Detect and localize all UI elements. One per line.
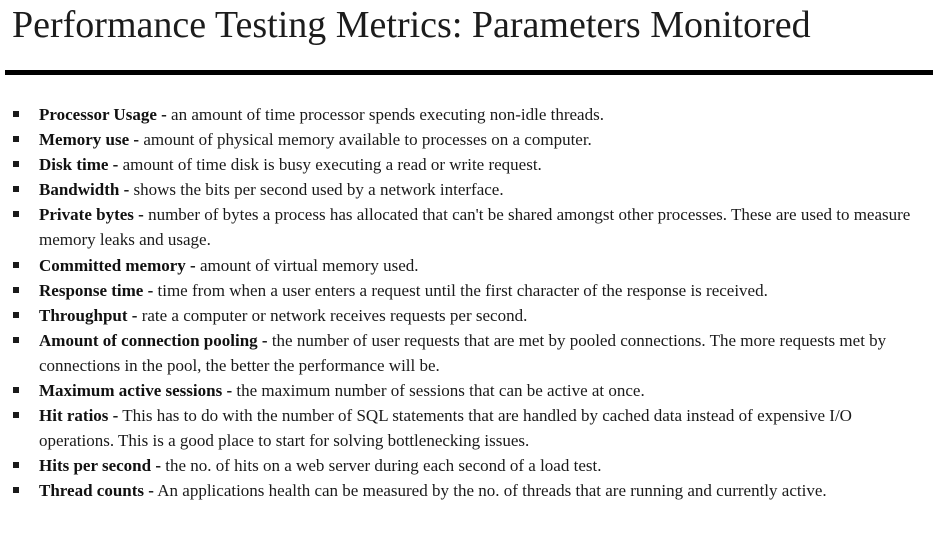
square-bullet-icon <box>13 337 19 343</box>
square-bullet-icon <box>13 412 19 418</box>
title-divider <box>5 70 933 75</box>
square-bullet-icon <box>13 262 19 268</box>
square-bullet-icon <box>13 487 19 493</box>
metric-description: amount of virtual memory used. <box>195 255 419 275</box>
metric-name: Disk time - <box>39 155 119 175</box>
metric-name: Bandwidth - <box>39 180 130 200</box>
metric-description: rate a computer or network receives requests per second. <box>137 305 528 325</box>
metric-description: amount of time disk is busy executing a read or write request. <box>118 155 542 175</box>
square-bullet-icon <box>13 387 19 393</box>
list-item <box>0 177 933 202</box>
square-bullet-icon <box>13 312 19 318</box>
metric-description: an amount of time processor spends executing non-idle threads. <box>166 105 604 124</box>
metric-name: Private bytes - <box>39 205 144 225</box>
metric-description: time from when a user enters a request until the first character of the response is received. <box>153 280 768 300</box>
metric-description: the maximum number of sessions that can be active at once. <box>232 381 645 401</box>
metric-name: Processor Usage - <box>39 105 167 124</box>
page-title: Performance Testing Metrics: Parameters Monitored <box>12 4 811 46</box>
metric-name: Committed memory - <box>39 255 196 275</box>
list-item <box>0 102 933 127</box>
list-item <box>0 328 933 378</box>
list-item <box>0 378 933 403</box>
metric-description: This has to do with the number of SQL statements that are handled by cached data instead of expensive I/O operations. This is a good place to start for solving bottlenecking issues. <box>39 406 852 451</box>
metric-description: amount of physical memory available to processes on a computer. <box>139 130 592 150</box>
list-item <box>0 253 933 278</box>
metric-name: Response time - <box>39 280 154 300</box>
metrics-list <box>0 102 933 504</box>
square-bullet-icon <box>13 161 19 167</box>
metric-name: Amount of connection pooling - <box>39 330 268 350</box>
square-bullet-icon <box>13 211 19 217</box>
square-bullet-icon <box>13 136 19 142</box>
square-bullet-icon <box>13 111 19 117</box>
square-bullet-icon <box>13 186 19 192</box>
metric-description: number of bytes a process has allocated that can't be shared amongst other processes. These are used to measure memory leaks and usage. <box>39 205 911 250</box>
metric-description: the number of user requests that are met by pooled connections. The more requests met by connections in the pool, the better the performance will be. <box>39 330 887 375</box>
metric-description: An applications health can be measured by the no. of threads that are running and currently active. <box>153 481 827 501</box>
list-item <box>0 478 933 503</box>
list-item <box>0 202 933 252</box>
metric-name: Thread counts - <box>39 481 154 501</box>
metric-name: Memory use - <box>39 130 140 150</box>
metric-description: shows the bits per second used by a network interface. <box>129 180 504 200</box>
list-item <box>0 403 933 453</box>
metric-name: Hits per second - <box>39 456 161 476</box>
metric-description: the no. of hits on a web server during each second of a load test. <box>161 456 602 476</box>
metric-name: Throughput - <box>39 305 138 325</box>
list-item <box>0 152 933 177</box>
list-item <box>0 127 933 152</box>
metric-name: Maximum active sessions - <box>39 381 233 401</box>
list-item <box>0 278 933 303</box>
square-bullet-icon <box>13 462 19 468</box>
list-item <box>0 453 933 478</box>
square-bullet-icon <box>13 287 19 293</box>
list-item <box>0 303 933 328</box>
metric-name: Hit ratios - <box>39 406 119 426</box>
